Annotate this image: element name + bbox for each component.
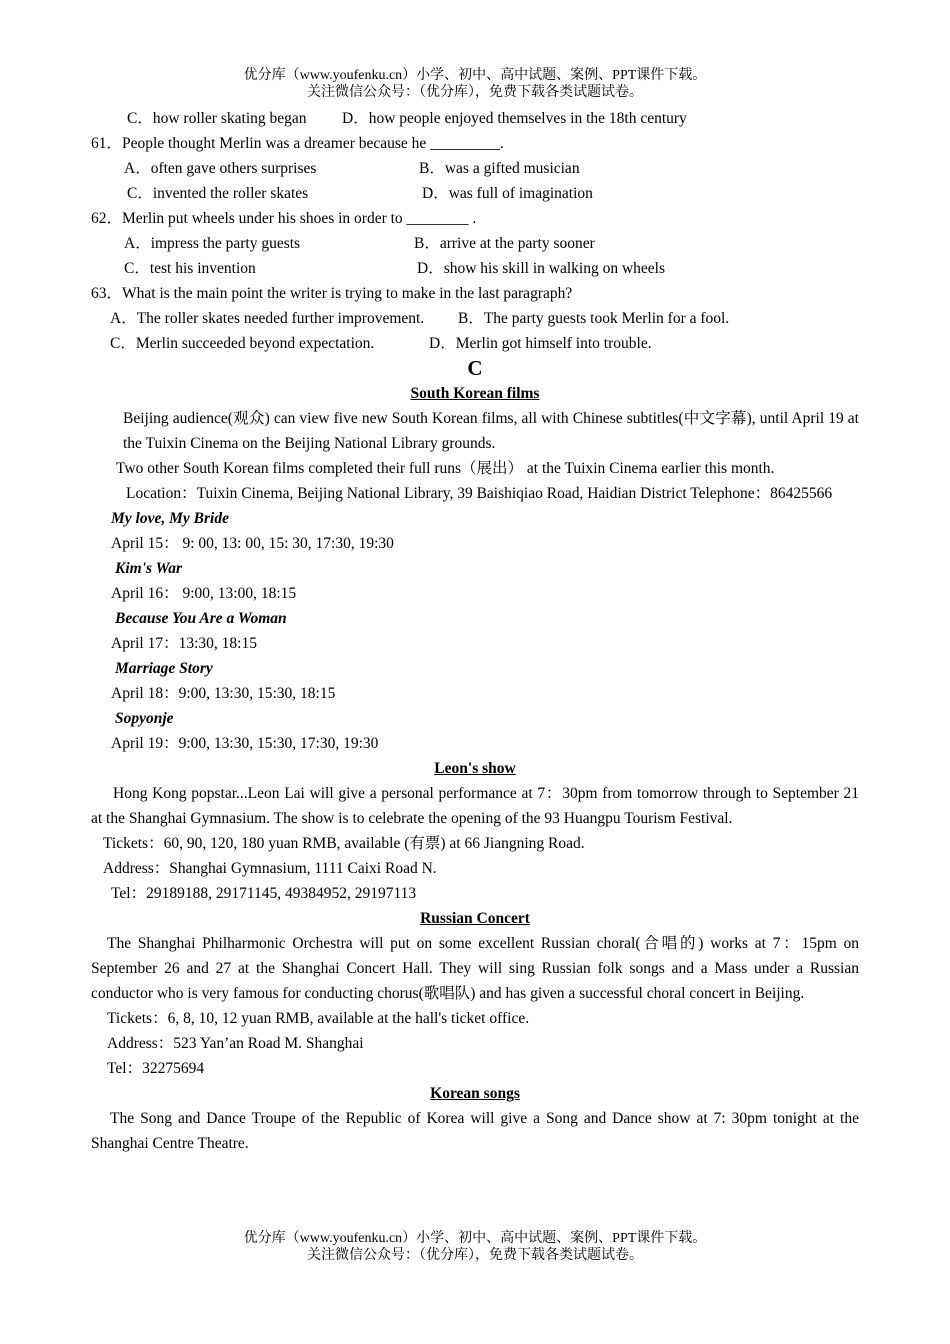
- film-showtimes: April 18：9:00, 13:30, 15:30, 18:15: [111, 685, 336, 702]
- page-footer: [0, 1230, 950, 1264]
- question-63-options-cd: [91, 331, 859, 356]
- question-63-options-ab: [91, 306, 859, 331]
- film-showtimes: April 15： 9: 00, 13: 00, 15: 30, 17:30, 19:30: [111, 535, 394, 552]
- korean-films-paragraph-1: Beijing audience(观众) can view five new South Korean films, all with Chinese subtitles(中文字幕), until April 19 at the Tuixin Cinema on the Beijing National Library grounds.: [123, 410, 859, 452]
- option-c: C．test his invention: [124, 260, 256, 277]
- option-a: A．The roller skates needed further improvement.: [110, 310, 425, 327]
- film-showtimes: April 19：9:00, 13:30, 15:30, 17:30, 19:30: [111, 735, 379, 752]
- header-line-2: 关注微信公众号：（优分库），免费下载各类试题试卷。: [307, 85, 643, 100]
- film-title: Because You Are a Woman: [115, 610, 287, 627]
- russian-address: Address：523 Yan’an Road M. Shanghai: [107, 1035, 364, 1052]
- film-title: Kim's War: [115, 560, 183, 577]
- question-62-stem: 62．Merlin put wheels under his shoes in order to ________ .: [91, 210, 477, 227]
- footer-line-2: 关注微信公众号：（优分库），免费下载各类试题试卷。: [307, 1248, 643, 1263]
- option-b: B．arrive at the party sooner: [414, 235, 595, 252]
- korean-films-title: South Korean films: [410, 385, 540, 402]
- section-heading: C: [467, 356, 483, 380]
- film-showtimes: April 16： 9:00, 13:00, 18:15: [111, 585, 297, 602]
- question-61-options-cd: [91, 181, 859, 206]
- russian-concert-paragraph: The Shanghai Philharmonic Orchestra will put on some excellent Russian choral(合唱的) works at 7：15pm on September 26 and 27 at the Shanghai Concert Hall. They will sing Russian folk songs and a Mass under a Russian conductor who is very famous for conducting chorus(歌唱队) and has given a successful choral concert in Beijing.: [91, 935, 859, 1002]
- korean-films-location: Location：Tuixin Cinema, Beijing National Library, 39 Baishiqiao Road, Haidian District Telephone：86425566: [126, 485, 833, 502]
- option-d: D．how people enjoyed themselves in the 18th century: [342, 110, 687, 127]
- footer-line-1: 优分库（www.youfenku.cn）小学、初中、高中试题、案例、PPT课件下载。: [243, 1231, 707, 1246]
- film-title: Sopyonje: [115, 710, 174, 727]
- leon-tickets: Tickets：60, 90, 120, 180 yuan RMB, available (有票) at 66 Jiangning Road.: [103, 835, 585, 852]
- question-62-options-cd: [91, 256, 859, 281]
- option-c: C．invented the roller skates: [127, 185, 309, 202]
- option-a: A．often gave others surprises: [124, 160, 317, 177]
- page-header: [0, 67, 950, 101]
- option-d: D．Merlin got himself into trouble.: [429, 335, 652, 352]
- option-c: C．how roller skating began: [127, 110, 307, 127]
- question-62-options-ab: [91, 231, 859, 256]
- leon-address: Address：Shanghai Gymnasium, 1111 Caixi Road N.: [103, 860, 437, 877]
- question-61-options-ab: [91, 156, 859, 181]
- question-60-options: [91, 106, 859, 131]
- header-line-1: 优分库（www.youfenku.cn）小学、初中、高中试题、案例、PPT课件下载。: [243, 68, 707, 83]
- option-b: B．The party guests took Merlin for a fool.: [458, 310, 730, 327]
- korean-films-paragraph-2: Two other South Korean films completed their full runs（展出） at the Tuixin Cinema earlier this month.: [116, 460, 775, 477]
- question-63-stem: 63．What is the main point the writer is trying to make in the last paragraph?: [91, 285, 573, 302]
- option-d: D．was full of imagination: [422, 185, 593, 202]
- leon-show-paragraph: Hong Kong popstar...Leon Lai will give a personal performance at 7：30pm from tomorrow through to September 21 at the Shanghai Gymnasium. The show is to celebrate the opening of the 93 Huangpu Tourism Festival.: [91, 785, 859, 827]
- russian-concert-title: Russian Concert: [420, 910, 530, 927]
- option-a: A．impress the party guests: [124, 235, 301, 252]
- leon-show-title: Leon's show: [434, 760, 516, 777]
- film-title: My love, My Bride: [111, 510, 229, 527]
- question-61-stem: 61．People thought Merlin was a dreamer because he _________.: [91, 135, 504, 152]
- korean-songs-paragraph: The Song and Dance Troupe of the Republic of Korea will give a Song and Dance show at 7: 30pm tonight at the Shanghai Centre Theatre.: [91, 1110, 859, 1152]
- russian-tickets: Tickets：6, 8, 10, 12 yuan RMB, available at the hall's ticket office.: [107, 1010, 530, 1027]
- option-c: C．Merlin succeeded beyond expectation.: [110, 335, 375, 352]
- option-d: D．show his skill in walking on wheels: [417, 260, 665, 277]
- film-title: Marriage Story: [115, 660, 213, 677]
- document-body: [91, 106, 859, 1156]
- leon-tel: Tel：29189188, 29171145, 49384952, 29197113: [111, 885, 417, 902]
- russian-tel: Tel：32275694: [107, 1060, 205, 1077]
- film-showtimes: April 17：13:30, 18:15: [111, 635, 257, 652]
- korean-songs-title: Korean songs: [430, 1085, 520, 1102]
- option-b: B．was a gifted musician: [419, 160, 580, 177]
